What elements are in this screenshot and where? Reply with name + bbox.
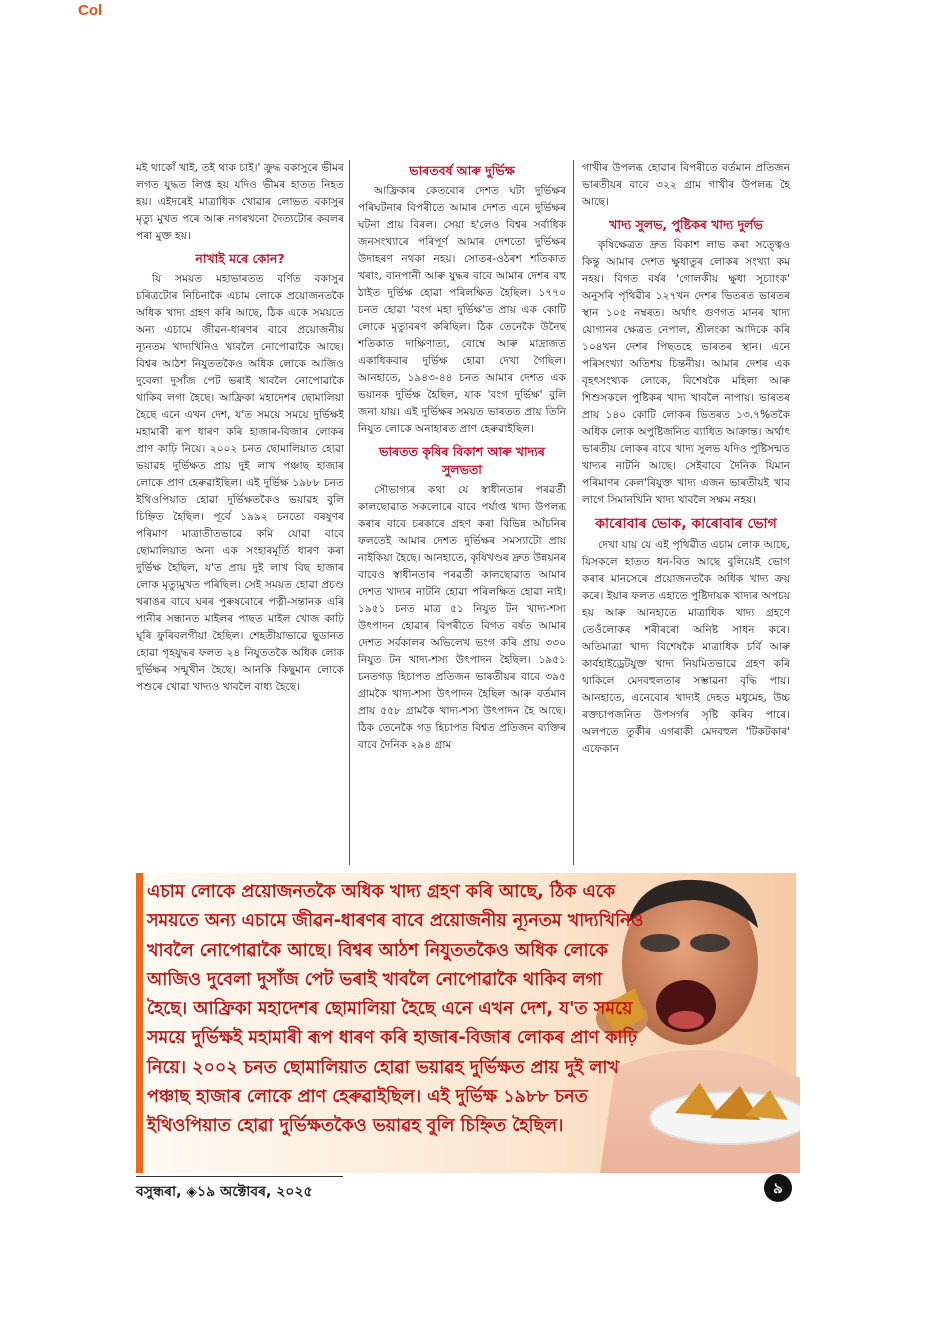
pullquote-text: এচাম লোকে প্ৰয়োজনতকৈ অধিক খাদ্য গ্ৰহণ কৰি আছে, ঠিক একে সময়তে অন্য এচামে জীৱন-ধাৰণৰ বাবে প্ৰয়োজনীয় ন্যূনতম খাদ্যখিনিও খাবলৈ নোপোৱাকৈ আছে। বিশ্বৰ আঠশ নিযুততকৈও অধিক লোকে আজিও দুবেলা দুসাঁজ পেট ভৰাই খাবলৈ নোপোৱাকৈ থাকিব লগা হৈছে। আফ্ৰিকা মহাদেশৰ ছোমালিয়া হৈছে এনে এখন দেশ, য'ত সময়ে সময়ে দুৰ্ভিক্ষই মহামাৰী ৰূপ ধাৰণ কৰি হাজাৰ-বিজাৰ লোকৰ প্ৰাণ কাঢ়ি নিয়ে। ২০০২ চনত ছোমালিয়াত হোৱা ভয়াৱহ দুৰ্ভিক্ষত প্ৰায় দুই লাখ পঞ্চাছ হাজাৰ লোকে প্ৰাণ হেৰুৱাইছিল। এই দুৰ্ভিক্ষ ১৯৮৮ চনত ইথিওপিয়াত হোৱা দুৰ্ভিক্ষতকৈও ভয়াৱহ বুলি চিহ্নিত হৈছিল। bbox=[147, 882, 644, 1137]
corner-tag: Col bbox=[78, 2, 103, 19]
column-3 bbox=[582, 160, 790, 758]
page-number: ৯ bbox=[764, 1174, 792, 1202]
column1-heading: নাখাই মৰে কোন? bbox=[195, 251, 285, 266]
column2-paragraph-1: আফ্ৰিকাৰ কেতবোৰ দেশত ঘটা দুৰ্ভিক্ষৰ পৰিঘটনাৰ বিপৰীতে আমাৰ দেশত এনে দুৰ্ভিক্ষৰ ঘটনা প্ৰায় বিৰল। সেয়া হ'লেও বিশ্বৰ সৰ্বাধিক জনসংখ্যাৰে পৰিপূৰ্ণ আমাৰ দেশতো দুৰ্ভিক্ষৰ উদাহৰণ নথকা নহয়। সোতৰ-ওঠৰশ শতিকাত খৰাং, বানপানী আৰু যুদ্ধৰ বাবে আমাৰ দেশৰ বহু ঠাইত দুৰ্ভিক্ষ হোৱা পৰিলক্ষিত হৈছিল। ১৭৭০ চনত হোৱা 'বংগ মহা দুৰ্ভিক্ষ'ত প্ৰায় এক কোটি লোকে মৃত্যুবৰণ কৰিছিল। ঠিক তেনেকৈ উনৈছ শতিকাত দাক্ষিণাত্য, বোম্বে আৰু মাদ্ৰাজত একাধিকবাৰ দুৰ্ভিক্ষ হোৱা দেখা গৈছিল। আনহাতে, ১৯৪৩-৪৪ চনত আমাৰ দেশত এক ভয়ানক দুৰ্ভিক্ষ হৈছিল, যাক 'বংগ দুৰ্ভিক্ষ' বুলি জনা যায়। এই দুৰ্ভিক্ষৰ সময়ত ভাৰতত প্ৰায় তিনি নিযুত লোকে অনাহাৰত প্ৰাণ হেৰুৱাইছিল। bbox=[358, 185, 566, 435]
column2-paragraph-2: সৌভাগ্যৰ কথা যে স্বাধীনতাৰ পৰৱৰ্তী কালছোৱাত সকলোৰে বাবে পৰ্যাপ্ত খাদ্য উপলব্ধ কৰাৰ বাবে চৰকাৰে গ্ৰহণ কৰা বিভিন্ন আঁচনিৰ ফলতেই আমাৰ দেশত দুৰ্ভিক্ষৰ সমস্যাটো প্ৰায় নাইকিয়া হৈছে। আনহাতে, কৃষিখণ্ডৰ দ্ৰুত উন্নয়নৰ বাবেও স্বাধীনতাৰ পৰৱৰ্তী কালছোৱাত আমাৰ দেশত খাদ্যৰ নাটনি হোৱা পৰিলক্ষিত হোৱা নাই। ১৯৫১ চনত মাত্ৰ ৫১ নিযুত টন খাদ্য-শস্য উৎপাদন হোৱাৰ বিপৰীতে বিগত বৰ্ষত আমাৰ দেশত সৰ্বকালৰ অভিলেখ ভংগ কৰি প্ৰায় ৩৩০ নিযুত টন খাদ্য-শস্য উৎপাদন হৈছিল। ১৯৫১ চনতগড় হিচাপত প্ৰতিজন ভাৰতীয়ৰ বাবে ৩৯৫ গ্ৰামকৈ খাদ্য-শস্য উৎপাদন হৈছিল আৰু বৰ্তমান প্ৰায় ৫৫৮ গ্ৰামকৈ খাদ্য-শস্য উৎপাদন হৈ আছে। ঠিক তেনেকৈ গড় হিচাপত বিশ্বত প্ৰতিজন ব্যক্তিৰ বাবে দৈনিক ২৯৪ গ্ৰাম bbox=[358, 484, 566, 751]
column3-heading-2: কাৰোবাৰ ভোক, কাৰোবাৰ ভোগ bbox=[595, 516, 777, 532]
column-1 bbox=[136, 160, 344, 696]
column-2 bbox=[358, 162, 566, 754]
column3-paragraph-3: দেখা যায় যে এই পৃথিৱীত এচাম লোক আছে, যিসকলে হাতত ধন-বিত আছে বুলিয়েই ভোগ কৰাৰ মানসেৰে প্ৰয়োজনতকৈ অধিক খাদ্য ক্ৰয় কৰে। ইয়াৰ ফলত এহাতে পুষ্টিদায়ক খাদ্যৰ অপচয় হয় আৰু আনহাতে মাত্ৰাধিক খাদ্য গ্ৰহণে তেওঁলোকৰ শৰীৰৰো অনিষ্ট সাধন কৰে। অতিমাত্ৰা খাদ্য বিশেষকৈ মাত্ৰাধিক চৰ্বি আৰু কাৰ্বহাইড্ৰেটযুক্ত খাদ্য নিয়মিতভাৱে গ্ৰহণ কৰি থাকিলে মেদবহুলতাৰ সম্ভাৱনা বৃদ্ধি পায়। আনহাতে, এনেবোৰ খাদ্যই দেহত মধুমেহ, উচ্চ ৰক্তচাপজনিত উপসৰ্গৰ সৃষ্টি কৰিব পাৰে। অলপতে তুৰ্কীৰ এগৰাকী মেদবহুল 'টিকটকাৰ' এফেকান bbox=[582, 539, 790, 755]
column1-paragraph-1: মই থাকোঁ খাই, তই থাক চাই।' ক্রুদ্ধ বকাসুৰে ভীমৰ লগত যুদ্ধত লিপ্ত হয় যদিও ভীমৰ হাতত নিহত হয়। এইদৰেই মাত্ৰাধিক খোৱাৰ লোভত বকাসুৰ মৃত্যু মুখত পৰে আৰু নগৰখনো দৈত্যটোৰ কবলৰ পৰা মুক্ত হয়। bbox=[136, 162, 344, 242]
column3-heading-1: খাদ্য সুলভ, পুষ্টিকৰ খাদ্য দুৰ্লভ bbox=[609, 217, 763, 232]
column2-heading-2: ভাৰতত কৃষিৰ বিকাশ আৰু খাদ্যৰ সুলভতা bbox=[379, 444, 545, 477]
column-divider-2 bbox=[573, 160, 574, 865]
column3-paragraph-2: কৃষিক্ষেত্ৰত দ্ৰুত বিকাশ লাভ কৰা সত্ত্বেও কিন্তু আমাৰ দেশত ক্ষুধাতুৰ লোকৰ সংখ্যা কম নহয়। বিগত বৰ্ষৰ 'গোলকীয় ক্ষুধা সূচ্যাংক' অনুসৰি পৃথিৱীৰ ১২৭খন দেশৰ ভিতৰত ভাৰতৰ স্থান ১০৫ নম্বৰত। অৰ্থাৎ গুণগত মানৰ খাদ্য যোগানৰ ক্ষেত্ৰত নেপাল, শ্ৰীলংকা আদিকে কৰি ১০৪খন দেশৰ পিছতহে ভাৰতৰ স্থান। এনে পৰিসংখ্যা অতিশয় চিন্তনীয়। আমাৰ দেশৰ এক বৃহৎসংখ্যক লোকে, বিশেষকৈ মহিলা আৰু শিশুসকলে পুষ্টিকৰ খাদ্য খাবলৈ নাপায়। ভাৰতৰ প্ৰায় ১৪০ কোটি লোকৰ ভিতৰত ১৩.৭%তকৈ অধিক লোক অপুষ্টিজনিত ব্যাধিত আক্ৰান্ত। অৰ্থাৎ ভাৰতীয় লোকৰ বাবে খাদ্য সুলভ যদিও পুষ্টিসন্মত খাদ্যৰ নাটনি আছে। সেইবাবে দৈনিক যিমান পৰিমাণৰ কেল'ৰিযুক্ত খাদ্য এজন ভাৰতীয়ই খাব লাগে সিমানখিনি খাদ্য খাবলৈ সক্ষম নহয়। bbox=[582, 239, 790, 506]
footer-publication: বসুন্ধৰা, ◈১৯ অক্টোবৰ, ২০২৫ bbox=[136, 1184, 313, 1200]
column1-paragraph-2: যি সময়ত মহাভাৰতত বৰ্ণিত বকাসুৰ চৰিত্ৰটোৰ নিচিনাকৈ এচাম লোকে প্ৰয়োজনতকৈ অধিক খাদ্য গ্ৰহণ কৰি আছে, ঠিক একে সময়তে অন্য এচামে জীৱন-ধাৰণৰ বাবে প্ৰয়োজনীয় ন্যূনতম খাদ্যখিনিও খাবলৈ নোপোৱাকৈ আছে। বিশ্বৰ আঠশ নিযুততকৈও অধিক লোকে আজিও দুবেলা দুসাঁজ পেট ভৰাই খাবলৈ নোপোৱাকৈ থাকিব লগা হৈছে। আফ্ৰিকা মহাদেশৰ ছোমালিয়া হৈছে এনে এখন দেশ, য'ত সময়ে সময়ে দুৰ্ভিক্ষই মহামাৰী ৰূপ ধাৰণ কৰি হাজাৰ-বিজাৰ লোকৰ প্ৰাণ কাঢ়ি নিয়ে। ২০০২ চনত ছোমালিয়াত হোৱা ভয়াৱহ দুৰ্ভিক্ষত প্ৰায় দুই লাখ পঞ্চাছ হাজাৰ লোকে প্ৰাণ হেৰুৱাইছিল। এই দুৰ্ভিক্ষ ১৯৮৮ চনত ইথিওপিয়াত হোৱা দুৰ্ভিক্ষতকৈও ভয়াৱহ বুলি চিহ্নিত হৈছিল। পূৰ্বে ১৯৯২ চনতো বৰষুণৰ পৰিমাণ মাত্ৰাতীতভাৱে কমি যোৱা বাবে ছোমালিয়াত অন্য এক সংহাৰমূৰ্তি ধাৰণ কৰা দুৰ্ভিক্ষ হৈছিল, য'ত প্ৰায় দুই লাখ বিছ হাজাৰ লোক মৃত্যুমুখত পৰিছিল। সেই সময়ত হোৱা প্ৰচণ্ড খৰাঙৰ বাবে ঘৰৰ পুৰুষবোৰে পত্নী-সন্তানক এৰি পানীৰ সন্ধানত মাইলৰ পাছত মাইল খোজ কাঢ়ি ঘূৰি ফুৰিবলগীয়া হৈছিল। শেহতীয়াভাৱে ছুডানত হোৱা গৃহযুদ্ধৰ ফলত ২৪ নিযুততকৈ অধিক লোক দুৰ্ভিক্ষৰ সন্মুখীন হৈছে। আনকি কিছুমান লোকে পশুৰে খোৱা খাদ্যও খাবলৈ বাধ্য হৈছে। bbox=[136, 273, 344, 693]
column3-paragraph-1: গাখীৰ উপলব্ধ হোৱাৰ বিপৰীতে বৰ্তমান প্ৰতিজন ভাৰতীয়ৰ বাবে ৩২২ গ্ৰাম গাখীৰ উপলব্ধ হৈ আছে। bbox=[582, 162, 790, 208]
column-divider-1 bbox=[349, 160, 350, 865]
footer-rule bbox=[136, 1176, 343, 1177]
column2-heading-1: ভাৰতবৰ্ষ আৰু দুৰ্ভিক্ষ bbox=[409, 163, 515, 178]
pullquote bbox=[147, 878, 647, 1142]
